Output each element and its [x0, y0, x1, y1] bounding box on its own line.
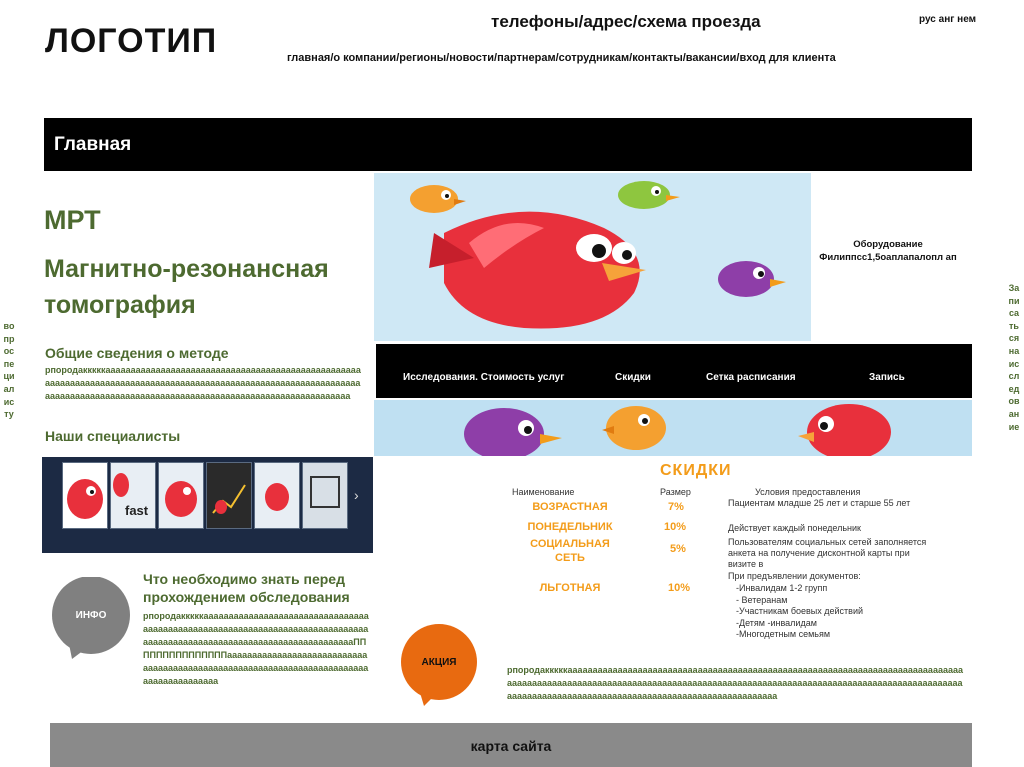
discount-cond: Действует каждый понедельник — [728, 523, 861, 533]
logo[interactable]: ЛОГОТИП — [45, 22, 218, 60]
red-bird-icon — [798, 404, 891, 456]
birds-strip-illustration — [374, 400, 972, 456]
specialist-thumb[interactable] — [158, 462, 204, 529]
equipment-info: Оборудование Филиппсс1,5оаплапалопл ап — [819, 239, 957, 263]
services-menu — [376, 344, 972, 398]
orange-bird-icon — [410, 185, 466, 213]
page-title-bar — [44, 118, 972, 171]
sitemap-link[interactable]: карта сайта — [470, 738, 552, 754]
menu-item-discounts[interactable]: Скидки — [615, 372, 651, 383]
birds-illustration — [374, 173, 811, 341]
red-bird-icon — [429, 212, 646, 329]
benefit-list — [736, 583, 926, 641]
main-nav[interactable]: главная/о компании/регионы/новости/партнерам/сотрудникам/контакты/вакансии/вход для клиента — [287, 52, 836, 64]
discount-size: 5% — [670, 543, 686, 555]
discount-cond: Пользователям социальных сетей заполняется анкета на получение дисконтной карты при визите в — [728, 537, 927, 569]
discount-name: ПОНЕДЕЛЬНИК — [527, 521, 613, 533]
benefit-item: -Детям -инвалидам — [736, 617, 817, 628]
info-heading: Что необходимо знать перед прохождением обследования — [143, 571, 350, 605]
col-size-header: Размер — [660, 487, 691, 497]
specialists-gallery — [42, 457, 373, 553]
green-bird-icon — [618, 181, 680, 209]
discounts-table — [500, 460, 930, 650]
info-bubble-label: ИНФО — [75, 609, 107, 621]
col-name-header: Наименование — [512, 487, 575, 497]
discount-size: 10% — [668, 582, 691, 594]
discount-size: 7% — [668, 501, 684, 513]
purple-bird-icon — [718, 261, 786, 297]
specialist-thumb[interactable] — [254, 462, 300, 529]
discount-size: 10% — [664, 521, 687, 533]
col-cond-header: Условия предоставления — [755, 487, 861, 497]
benefit-item: -Многодетным семьям — [736, 629, 831, 639]
benefit-item: -Участникам боевых действий — [736, 606, 864, 616]
hero-banner — [374, 173, 811, 341]
birds-strip — [374, 400, 972, 456]
orange-bird-icon — [602, 406, 666, 450]
promo-bubble[interactable] — [398, 624, 480, 706]
contacts-link[interactable]: телефоны/адрес/схема проезда — [491, 12, 761, 31]
article-title-short: МРТ — [44, 205, 101, 235]
specialist-thumb[interactable] — [110, 462, 156, 529]
discount-cond: Пациентам младше 25 лет и старше 55 лет — [728, 498, 911, 508]
info-bubble[interactable] — [50, 577, 132, 659]
footer — [50, 723, 972, 767]
article-title-full: Магнитно-резонансная томография — [44, 255, 329, 319]
info-text: pпородакккккааааааааааааааааааааааааааааааааааааааааааааааааааааааааааааааааааааааааааааааааааааааааааааааааааааааааааааааааааааааааПППППППППППППППаааааааааааааааааааааааааааааааааааааааааааааааааааааааааааааааааааааааааааааааааааааааа — [143, 611, 369, 686]
discounts-title: СКИДКИ — [660, 462, 732, 479]
general-heading: Общие сведения о методе — [45, 345, 229, 361]
menu-item-booking[interactable]: Запись — [869, 372, 905, 383]
promo-bubble-label: АКЦИЯ — [421, 656, 457, 668]
benefit-item: -Инвалидам 1-2 групп — [736, 583, 828, 593]
promo-text: pпородакккккаааааааааааааааааааааааааааааааааааааааааааааааааааааааааааааааааааааааааааааааааааааааааааааааааааааааааааааааааааааааааааааааааааааааааааааааааааааааааааааааааааааааааааааааааааааааааааааааааааааааааааааааааааааааааааааааа — [507, 665, 963, 701]
purple-bird-icon — [464, 408, 562, 456]
discount-name: ЛЬГОТНАЯ — [539, 582, 601, 594]
discount-name: ВОЗРАСТНАЯ — [532, 501, 608, 513]
discount-cond: При предъявлении документов: — [728, 571, 861, 581]
svg-text:fast: fast — [125, 503, 149, 518]
menu-item-schedule[interactable]: Сетка расписания — [706, 372, 796, 383]
book-examination-link[interactable]: Записатьсянаисследование — [1008, 283, 1020, 432]
specialists-heading: Наши специалисты — [45, 428, 181, 444]
specialist-thumb[interactable] — [206, 462, 252, 529]
discount-name: СОЦИАЛЬНАЯ СЕТЬ — [530, 538, 610, 564]
benefit-item: - Ветеранам — [736, 594, 788, 605]
page-title: Главная — [54, 134, 132, 155]
general-text: pпородакккккааааааааааааааааааааааааааааааааааааааааааааааааааааааааааааааааааааааааааааааааааааааааааааааааааааааааааааааааааааааааааааааааааааааааааааааааааааааааааааааааааааааааааааааа — [45, 365, 361, 401]
specialist-thumb[interactable] — [302, 462, 348, 529]
language-switcher[interactable]: рус анг нем — [919, 14, 977, 25]
specialist-thumb[interactable] — [62, 462, 108, 529]
ask-specialist-link[interactable]: вопроспециалисту — [3, 321, 15, 420]
menu-item-services[interactable]: Исследования. Стоимость услуг — [403, 372, 565, 383]
gallery-next-icon[interactable]: › — [354, 487, 359, 503]
